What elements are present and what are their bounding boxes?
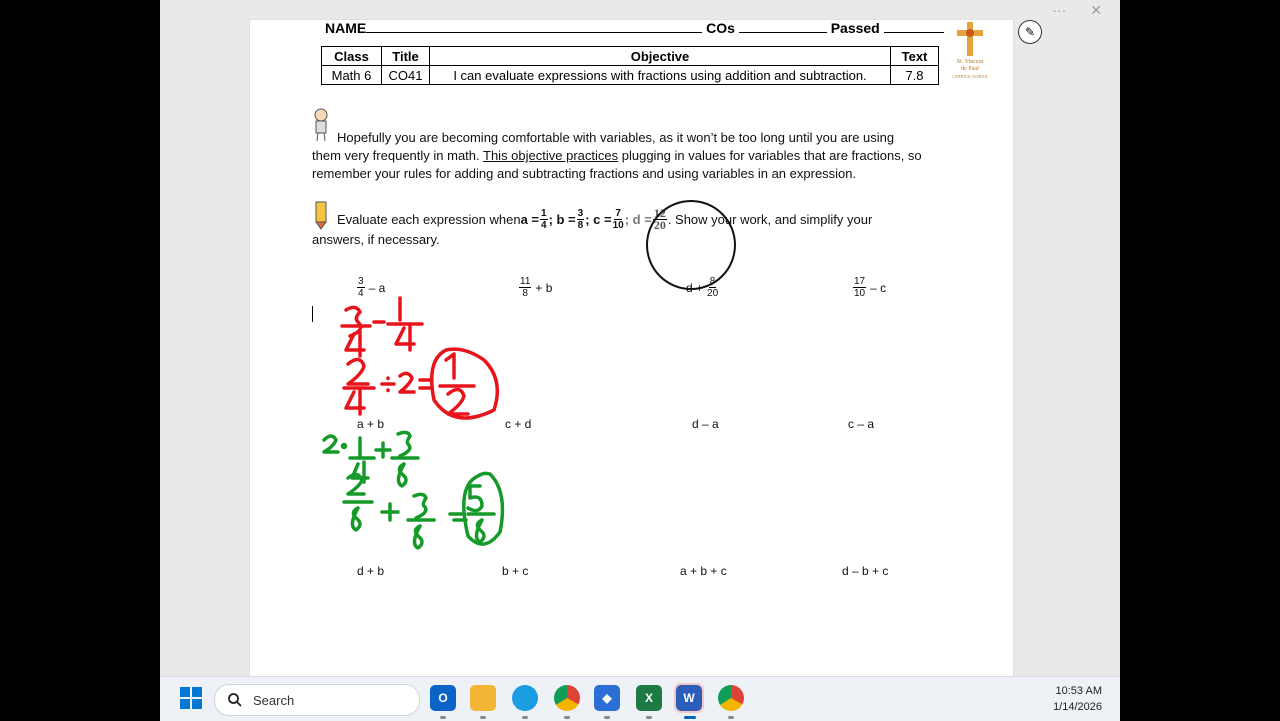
outlook-icon[interactable]: O xyxy=(430,685,456,711)
problem-item: d – a xyxy=(692,417,719,431)
instructions: Evaluate each expression when a = $\frac{1}{4}$ ; b = $\frac{3}{8}$ ; c = $\frac{7}{10}$ ; d = $\frac{12}{20}$ . Show your work, and simplify your answers, if necessary. xyxy=(312,206,873,247)
table-cell: CO41 xyxy=(382,66,430,85)
table-cell: I can evaluate expressions with fractions using addition and subtraction. xyxy=(430,66,891,85)
table-header: Class xyxy=(322,47,382,66)
excel-icon[interactable]: X xyxy=(636,685,662,711)
problem-item: $\frac{3}{4}$ – a xyxy=(358,276,386,299)
fraction-d: $\frac{12}{20}$ xyxy=(653,206,666,232)
search-icon xyxy=(227,692,243,708)
table-header: Objective xyxy=(430,47,891,66)
word-icon[interactable]: W xyxy=(676,685,702,711)
windows-start-icon[interactable] xyxy=(178,685,204,711)
search-box[interactable] xyxy=(214,684,420,716)
school-logo: St. Vincent de Paul CATHOLIC SCHOOL xyxy=(950,22,990,80)
green-ink-work xyxy=(324,432,502,548)
objective-link[interactable]: This objective practices xyxy=(483,148,619,163)
problem-item: d + $\frac{8}{20}$ xyxy=(686,276,719,299)
chrome-icon[interactable] xyxy=(554,685,580,711)
intro-paragraph: Hopefully you are becoming comfortable with variables, as it won’t be too long until you are using them very frequently in math. This objective practices plugging in values for variables that are fractions, so remember your rules for adding and subtracting fractions and using variables in an expression. xyxy=(312,130,922,181)
table-cell: 7.8 xyxy=(891,66,939,85)
fraction-b: $\frac{3}{8}$ xyxy=(577,208,584,231)
problem-item: $\frac{11}{8}$ + b xyxy=(520,276,553,299)
pen-tool-icon[interactable]: ✎ xyxy=(1018,20,1042,44)
fraction-a: $\frac{1}{4}$ xyxy=(541,208,547,231)
problem-item: d + b xyxy=(357,564,385,578)
problem-item: c – a xyxy=(848,417,875,431)
problem-item: b + c xyxy=(502,564,529,578)
search-label: Search xyxy=(253,692,295,708)
document-page xyxy=(250,20,1036,676)
problem-item: d – b + c xyxy=(842,564,889,578)
window-controls xyxy=(1052,0,1102,20)
edge-icon[interactable] xyxy=(512,685,538,711)
cos-label: COs xyxy=(706,20,735,36)
file-explorer-icon[interactable] xyxy=(470,685,496,711)
maps-icon[interactable]: ◆ xyxy=(594,685,620,711)
red-ink-work xyxy=(342,298,497,418)
chrome-profile-icon[interactable] xyxy=(718,685,744,711)
system-clock[interactable]: 10:53 AM 1/14/2026 xyxy=(1053,685,1102,713)
close-icon[interactable]: ✕ xyxy=(1090,1,1102,18)
problem-item: c + d xyxy=(505,417,532,431)
table-header: Text xyxy=(891,47,939,66)
table-cell: Math 6 xyxy=(322,66,382,85)
app-window xyxy=(160,0,1120,720)
name-label: NAME xyxy=(325,20,367,36)
more-options-icon[interactable]: ··· xyxy=(1052,2,1067,18)
taskbar xyxy=(160,676,1120,721)
handwriting-ink-layer xyxy=(250,20,1013,676)
problem-item: a + b + c xyxy=(680,564,727,578)
passed-label: Passed xyxy=(830,20,880,36)
fraction-c: $\frac{7}{10}$ xyxy=(612,208,624,231)
table-header: Title xyxy=(382,47,430,66)
problem-item: $\frac{17}{10}$ – c xyxy=(854,276,887,299)
problem-item: a + b xyxy=(357,417,385,431)
